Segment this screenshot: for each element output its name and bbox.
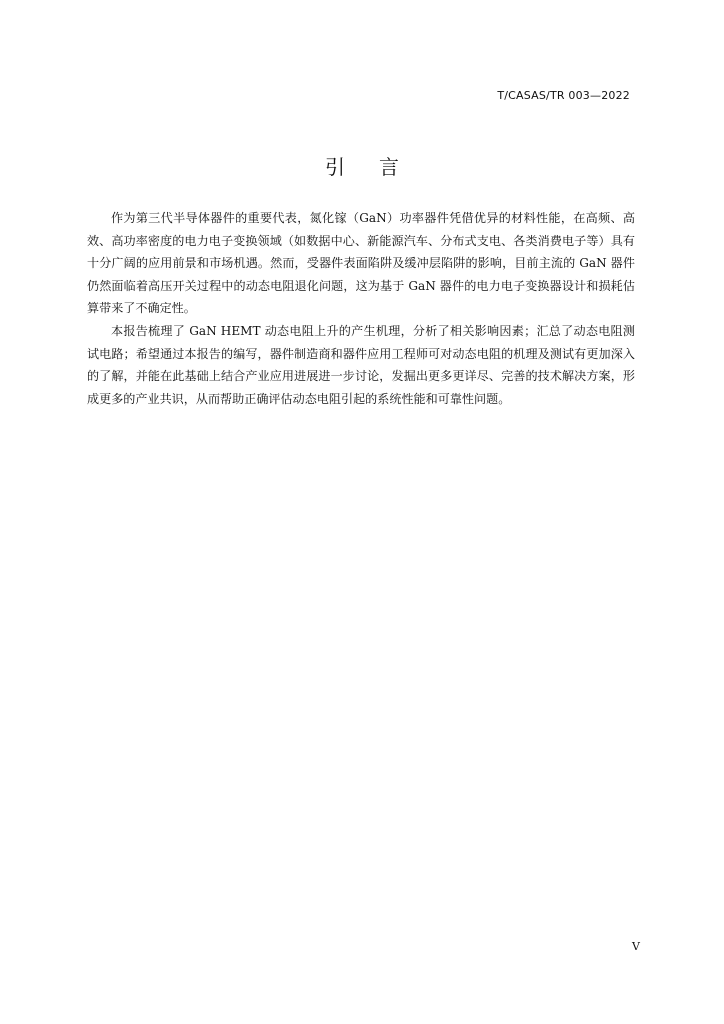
page-number: V [632, 940, 640, 953]
document-id: T/CASAS/TR 003—2022 [497, 89, 630, 102]
page-title: 引言 [325, 155, 433, 179]
body-text [87, 207, 635, 410]
paragraph-2: 本报告梳理了 GaN HEMT 动态电阻上升的产生机理，分析了相关影响因素；汇总了动态电阻测试电路；希望通过本报告的编写，器件制造商和器件应用工程师可对动态电阻的机理及测试有更加深入的了解，并能在此基础上结合产业应用进展进一步讨论，发掘出更多更详尽、完善的技术解决方案，形成更多的产业共识，从而帮助正确评估动态电阻引起的系统性能和可靠性问题。 [87, 323, 635, 406]
paragraph-1: 作为第三代半导体器件的重要代表，氮化镓（GaN）功率器件凭借优异的材料性能，在高频、高效、高功率密度的电力电子变换领域（如数据中心、新能源汽车、分布式支电、各类消费电子等）具有十分广阔的应用前景和市场机遇。然而，受器件表面陷阱及缓冲层陷阱的影响，目前主流的 GaN 器件仍然面临着高压开关过程中的动态电阻退化问题，这为基于 GaN 器件的电力电子变换器设计和损耗估算带来了不确定性。 [87, 211, 635, 316]
